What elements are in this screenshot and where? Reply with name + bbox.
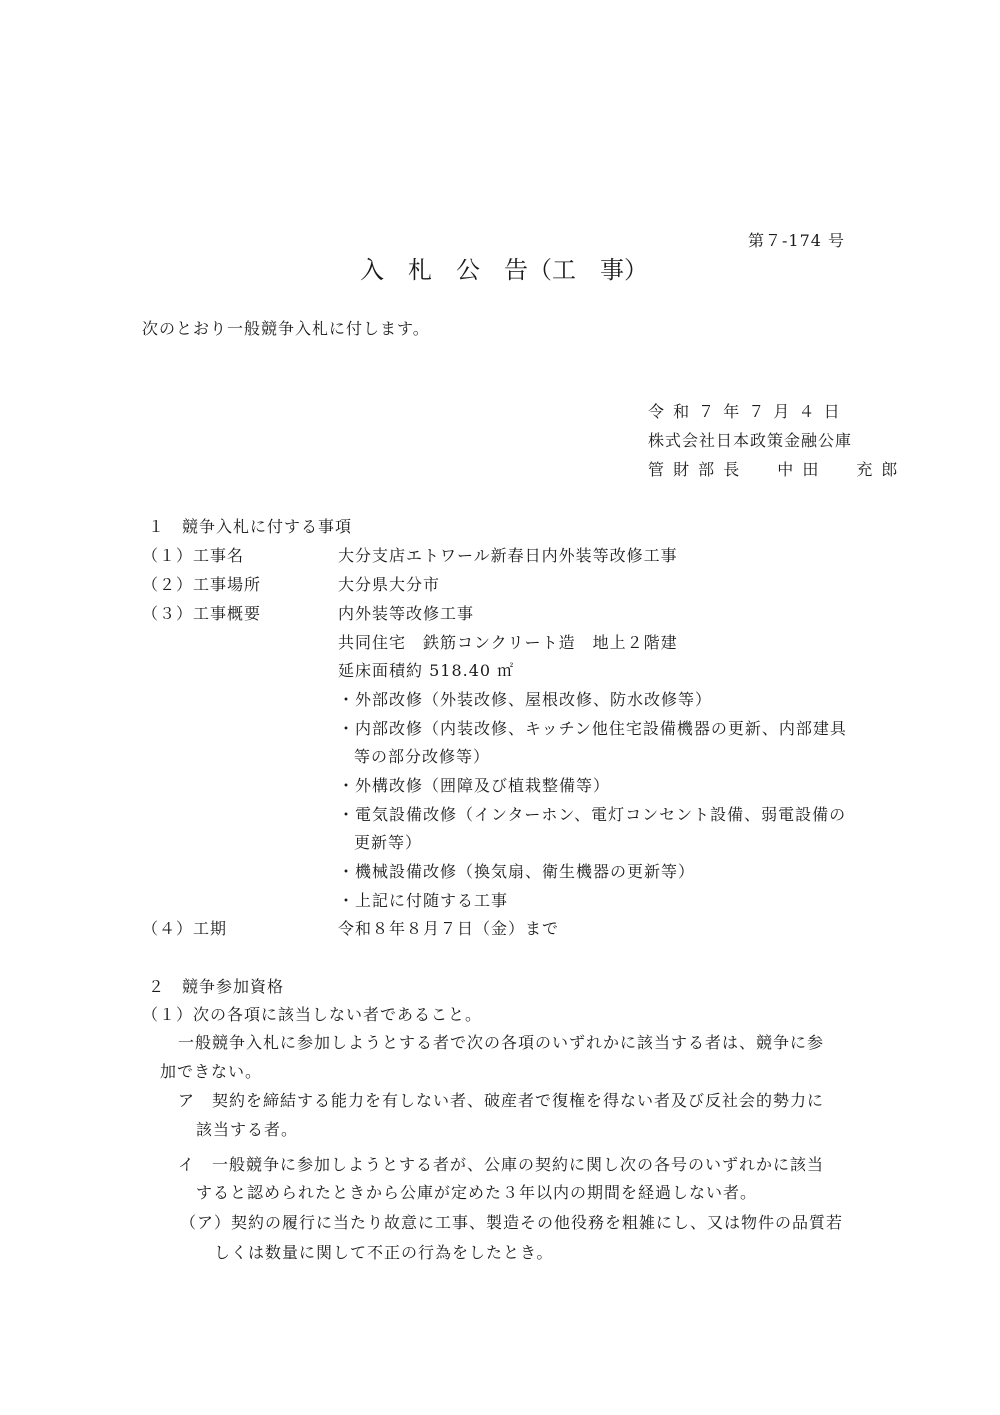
- overview-line: 更新等）: [354, 833, 423, 852]
- issuer-organization: 株式会社日本政策金融公庫: [648, 431, 853, 450]
- overview-line: ・内部改修（内装改修、キッチン他住宅設備機器の更新、内部建具: [338, 719, 847, 738]
- item-value-project-name: 大分支店エトワール新春日内外装等改修工事: [338, 546, 678, 565]
- document-number: 第７-174 号: [748, 231, 846, 250]
- issuer-person: 管 財 部 長 中 田 充 郎: [648, 460, 900, 479]
- page-title: 入 札 公 告（工 事）: [360, 256, 648, 284]
- section2-line: イ 一般競争に参加しようとする者が、公庫の契約に関し次の各号のいずれかに該当: [178, 1155, 825, 1174]
- section2-heading: ２ 競争参加資格: [148, 977, 285, 996]
- section2-line: すると認められたときから公庫が定めた３年以内の期間を経過しない者。: [196, 1183, 758, 1202]
- section2-line: ア 契約を締結する能力を有しない者、破産者で復権を得ない者及び反社会的勢力に: [178, 1091, 825, 1110]
- item-value-project-overview: 内外装等改修工事: [338, 604, 475, 623]
- item-label-project-overview: （３）工事概要: [142, 604, 262, 623]
- overview-line: ・外部改修（外装改修、屋根改修、防水改修等）: [338, 690, 713, 709]
- section2-line: （ア）契約の履行に当たり故意に工事、製造その他役務を粗雑にし、又は物件の品質若: [180, 1213, 844, 1232]
- overview-line: 等の部分改修等）: [354, 747, 491, 766]
- section2-line: 該当する者。: [196, 1120, 299, 1139]
- overview-line: 延床面積約 518.40 ㎡: [338, 661, 515, 680]
- section2-line: （１）次の各項に該当しない者であること。: [142, 1005, 483, 1024]
- overview-line: ・機械設備改修（換気扇、衛生機器の更新等）: [338, 862, 696, 881]
- section2-line: しくは数量に関して不正の行為をしたとき。: [214, 1243, 554, 1262]
- section2-line: 一般競争入札に参加しようとする者で次の各項のいずれかに該当する者は、競争に参: [178, 1033, 825, 1052]
- item-label-construction-period: （４）工期: [142, 919, 228, 938]
- overview-line: ・上記に付随する工事: [338, 891, 509, 910]
- section1-heading: １ 競争入札に付する事項: [148, 517, 353, 536]
- item-label-project-location: （２）工事場所: [142, 575, 262, 594]
- section2-line: 加できない。: [160, 1062, 263, 1081]
- intro-text: 次のとおり一般競争入札に付します。: [142, 319, 430, 338]
- overview-line: ・外構改修（囲障及び植栽整備等）: [338, 776, 611, 795]
- item-value-project-location: 大分県大分市: [338, 575, 441, 594]
- overview-line: ・電気設備改修（インターホン、電灯コンセント設備、弱電設備の: [338, 805, 847, 824]
- overview-line: 共同住宅 鉄筋コンクリート造 地上２階建: [338, 633, 678, 652]
- item-value-construction-period: 令和８年８月７日（金）まで: [338, 919, 560, 938]
- item-label-project-name: （１）工事名: [142, 546, 245, 565]
- issue-date: 令 和 ７ 年 ７ 月 ４ 日: [648, 402, 842, 421]
